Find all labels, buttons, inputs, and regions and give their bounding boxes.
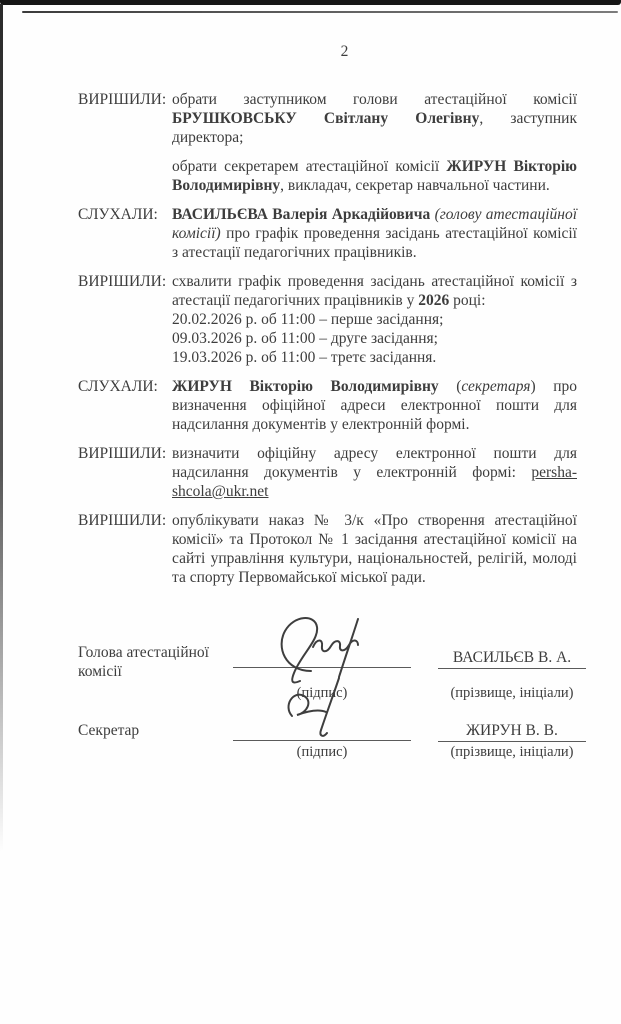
signature-line [233,716,411,741]
text-run: обрати секретарем атестаційної комісії [172,158,447,175]
resolution-section [78,444,577,501]
text-run: ЖИРУН Вікторію Володимирівну [172,378,439,395]
section-label: ВИРІШИЛИ: [78,512,167,529]
paragraph [172,205,577,262]
email-link: persha-shcola@ukr.net [172,464,577,500]
paragraph [172,272,577,310]
scan-edge-top [0,0,621,5]
paragraph [172,511,577,587]
signature-block [78,643,577,762]
text-run: ВАСИЛЬЄВА Валерія Аркадійовича [172,206,435,223]
document-content [78,42,577,775]
paragraph [172,348,577,367]
name-caption: (прізвище, ініціали) [450,685,574,701]
section-body [172,90,577,195]
text-run: , викладач, секретар навчальної частини. [280,177,550,194]
text-run: опублікувати наказ № 3/к «Про створення атестаційної комісії» та Протокол № 1 засідання атестаційної комісії на сайті управління культури, національностей, релігій, молоді та спорту Первомайської міської ради. [172,512,577,586]
section-body [172,205,577,262]
resolutions-list [78,90,577,587]
signature-caption: (підпис) [296,744,348,760]
paragraph [172,329,577,348]
text-run: 20.02.2026 р. об 11:00 – перше засідання; [172,311,444,328]
text-run: ) про визначення офіційної адреси електронної пошти для надсилання документів у електронній формі. [172,378,577,433]
text-run: секретаря [461,378,531,395]
text-run: році: [449,292,486,309]
paragraph [172,157,577,195]
section-label: СЛУХАЛИ: [78,378,158,395]
text-run: визначити офіційну адресу електронної пошти для надсилання документів у електронній формі: [172,445,577,481]
section-label: ВИРІШИЛИ: [78,273,167,290]
text-run: ЖИРУН Вікторію Володимирівну [172,158,578,194]
name-caption: (прізвище, ініціали) [450,744,574,760]
signature-row-secretary [78,716,577,762]
section-body [172,511,577,587]
paragraph [172,310,577,329]
section-body [172,377,577,434]
resolution-section [78,377,577,434]
text-run: , заступник директора; [172,110,577,146]
signature-name: ВАСИЛЬЄВ В. А. [438,643,586,669]
resolution-section [78,511,577,587]
signature-row-chair [78,643,577,703]
signature-role: Голова атестаційної комісії [78,644,209,680]
text-run: БРУШКОВСЬКУ Світлану Олегівну [172,110,480,127]
text-run: 19.03.2026 р. об 11:00 – третє засідання. [172,349,437,366]
text-run: 09.03.2026 р. об 11:00 – друге засідання; [172,330,438,347]
text-run: схвалити графік проведення засідань атестаційної комісії з атестації педагогічних працівників у [172,273,577,309]
resolution-section [78,272,577,367]
text-run: 2026 [418,292,450,309]
paragraph [172,444,577,501]
scan-edge-left [0,4,3,852]
signature-role: Секретар [78,722,140,739]
resolution-section [78,205,577,262]
signature-line [233,643,411,668]
scan-paper-edge-line [22,11,618,13]
text-run: ( [438,378,462,395]
section-body [172,272,577,367]
signature-caption: (підпис) [296,685,348,701]
section-label: ВИРІШИЛИ: [78,445,167,462]
text-run: обрати заступником голови атестаційної комісії [172,91,577,108]
text-run: (голову атестаційної комісії) [172,206,577,242]
signature-name: ЖИРУН В. В. [438,716,586,742]
text-run: про графік проведення засідань атестаційної комісії з атестації педагогічних працівників. [172,225,577,261]
paragraph [172,90,577,147]
section-body [172,444,577,501]
paragraph [172,377,577,434]
section-label: СЛУХАЛИ: [78,206,158,223]
resolution-section [78,90,577,195]
section-label: ВИРІШИЛИ: [78,91,167,108]
page-number: 2 [340,43,349,60]
